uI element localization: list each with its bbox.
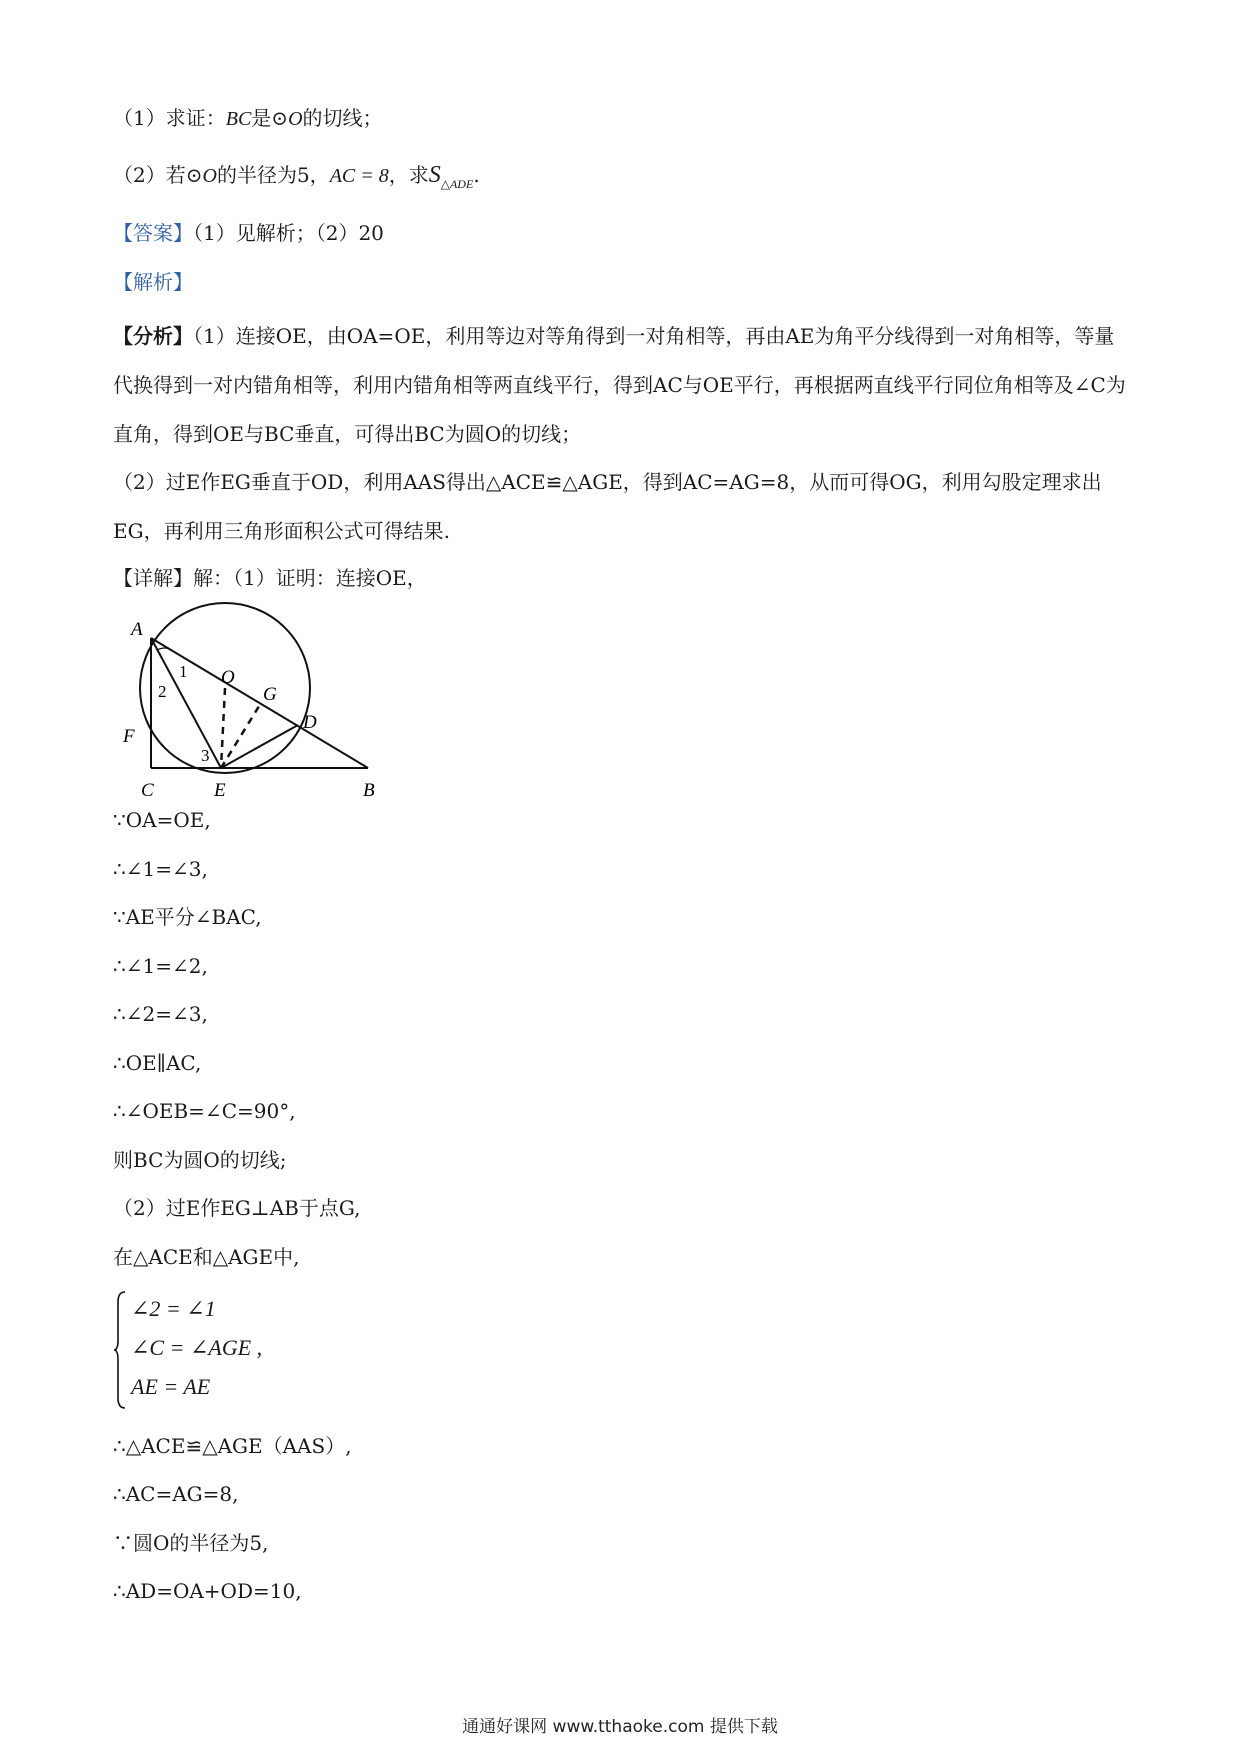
fenxi-label: 【分析】: [113, 324, 193, 348]
analysis-label: 【解析】: [113, 270, 193, 294]
answer-label: 【答案】: [113, 221, 193, 245]
geometry-figure: [113, 600, 393, 810]
label-d: D: [303, 712, 317, 733]
system-row-1: ∠2 = ∠1: [131, 1296, 216, 1321]
label-a: A: [131, 619, 143, 640]
label-e: E: [214, 780, 226, 801]
proof-step: ∴∠1=∠3,: [113, 857, 208, 881]
proof-step: ∵AE平分∠BAC,: [113, 905, 262, 929]
label-angle-2: 2: [158, 682, 167, 701]
proof-step: ∵圆O的半径为5,: [113, 1531, 269, 1555]
proof-step: ∴AC=AG=8,: [113, 1482, 239, 1506]
fenxi-paragraph-1: 【分析】（1）连接OE，由OA=OE，利用等边对等角得到一对角相等，再由AE为角平分线得到一对角相等，等量代换得到一对内错角相等，利用内错角相等两直线平行，得到AC与OE平行，再根据两直线平行同位角相等及∠C为直角，得到OE与BC垂直，可得出BC为圆O的切线；: [113, 324, 1126, 446]
answer-text: （1）见解析；（2）20: [193, 221, 384, 245]
congruence-system: [113, 1290, 373, 1410]
segment-eg: [221, 703, 261, 768]
proof-step: ∴OE∥AC,: [113, 1051, 202, 1075]
answer-line: [113, 218, 384, 248]
proof-step: （2）过E作EG⊥AB于点G,: [113, 1196, 361, 1220]
proof-step: ∵OA=OE,: [113, 808, 211, 832]
label-g: G: [263, 684, 277, 705]
label-b: B: [363, 780, 375, 801]
proof-step: ∴△ACE≌△AGE（AAS）,: [113, 1434, 352, 1458]
proof-step: 在△ACE和△AGE中,: [113, 1245, 300, 1269]
fenxi-paragraph-2: （2）过E作EG垂直于OD，利用AAS得出△ACE≌△AGE，得到AC=AG=8，从而可得OG，利用勾股定理求出EG，再利用三角形面积公式可得结果.: [113, 470, 1102, 543]
segment-ab: [151, 638, 368, 768]
segment-oe: [221, 688, 225, 768]
label-angle-3: 3: [201, 746, 210, 765]
detail-intro: 【详解】解：（1）证明：连接OE，: [113, 566, 427, 590]
proof-step: ∴∠2=∠3,: [113, 1002, 208, 1026]
proof-step: 则BC为圆O的切线;: [113, 1148, 287, 1172]
detail-label: 【详解】: [113, 566, 193, 590]
proof-step: ∴∠OEB=∠C=90°,: [113, 1099, 296, 1123]
system-row-2: ∠C = ∠AGE ,: [131, 1335, 263, 1360]
label-angle-1: 1: [179, 662, 188, 681]
label-f: F: [123, 726, 135, 747]
question-part2: （2）若⊙O的半径为5，AC = 8，求$S_{\triangle ADE}$.: [113, 162, 480, 191]
system-row-3: AE = AE: [131, 1374, 211, 1399]
segment-ae: [151, 638, 221, 768]
page-footer: 通通好课网 www.tthaoke.com 提供下载: [462, 1717, 778, 1737]
label-o: O: [221, 667, 235, 688]
proof-step: ∴∠1=∠2,: [113, 954, 208, 978]
left-brace: [113, 1290, 127, 1410]
proof-step: ∴AD=OA+OD=10,: [113, 1579, 302, 1603]
label-c: C: [141, 780, 154, 801]
question-part1: （1）求证：BC是⊙O的切线；: [113, 106, 383, 130]
